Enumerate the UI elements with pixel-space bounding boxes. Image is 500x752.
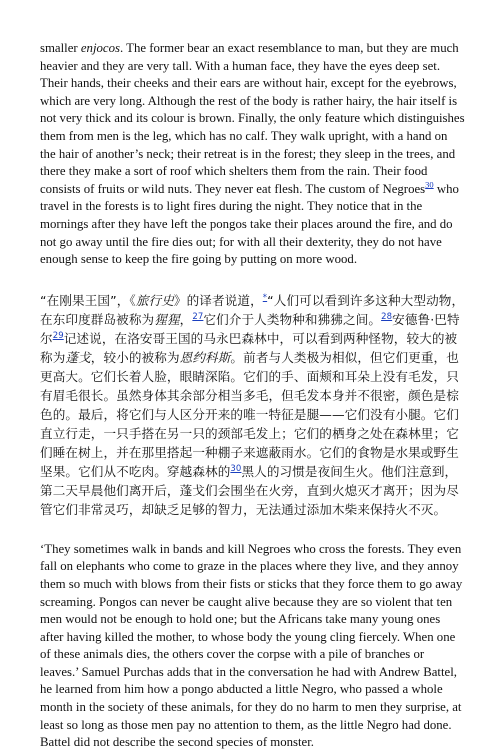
text-run: 安德鲁·巴特尔 <box>40 311 460 346</box>
text-run: “人们可以看到许多这种大型动物，在东印度群岛被称为 <box>40 292 465 327</box>
text-run: 记述说，在洛安哥王国的马永巴森林中，可以看到两种怪物，较大的被称为 <box>40 330 458 365</box>
emphasis-orangutan: 猩猩 <box>154 311 180 327</box>
text-run: smaller <box>40 41 81 55</box>
footnote-link-30-zh[interactable]: 30 <box>230 463 242 474</box>
text-run: 黑人的习惯是夜间生火。他们注意到，第二天早晨他们离开后，蓬戈们会围坐在火旁，直到火熄灭才离开；因为尽管它们非常灵巧，却缺乏足够的智力，无法通过添加木柴来保持火不灭。 <box>40 463 459 517</box>
text-run: 它们介于人类物种和狒狒之间。 <box>203 311 382 327</box>
footnote-link-27[interactable]: 27 <box>192 311 204 322</box>
text-run: 。前者与人类极为相似，但它们更重，也更高大。它们长着人脸，眼睛深陷。它们的手、面颊和耳朵上没有毛发，只有眉毛很长。虽然身体其余部分相当多毛，但毛发本身并不很密，颜色是棕色的。最后，将它们与人区分开来的唯一特征是腿——它们没有小腿。它们直立行走，一只手搭在另一只的颈部毛发上；它们的栖身之处在森林里；它们睡在树上，并在那里搭起一种棚子来遮蔽雨水。它们的食物是水果或野生坚果。它们从不吃肉。穿越森林的 <box>40 349 459 479</box>
footnote-link-28[interactable]: 28 <box>381 311 393 322</box>
text-run: 》的译者说道， <box>173 292 263 308</box>
text-run: . The former bear an exact resemblance to man, but they are much heavier and they are very tall. With a human face, they have the eyes deep set. Their hands, their cheeks and their ears are without hair, except for the eyebrows, which are very long. Although the rest of the body is rather hairy, the hair itself is not very thick and its colour is brown. Finally, the only feature which distinguishes them from men is the leg, which has no calf. They walk upright, with a hand on the hair of another’s neck; their retreat is in the forest; they sleep in the trees, and there they make a sort of roof which shelters them from the rain. Their food consists of fruits or wild nuts. They never eat flesh. The custom of Negroes <box>40 41 465 196</box>
paragraph-english-1 <box>40 0 465 269</box>
text-run: ， <box>179 311 193 327</box>
text-run: who travel in the forests is to light fires during the night. They notice that in the mornings after they have left the pongos take their places around the fire, and do not go away until the fire dies out; for with all their dexterity, they do not have enough sense to keep the fire going by putting on more wood. <box>40 181 459 267</box>
emphasis-enjocos-zh: 恩约科斯 <box>179 349 231 365</box>
emphasis-book-title: 旅行史 <box>135 292 174 308</box>
paragraph-chinese-translation <box>40 291 465 519</box>
text-run: “在刚果王国”，《 <box>40 292 136 308</box>
emphasis-pongo: 蓬戈 <box>65 349 91 365</box>
paragraph-english-2: ‘They sometimes walk in bands and kill Negroes who cross the forests. They even fall on elephants who come to graze in the places where they live, and they annoy them so much with blows from their fists or sticks that they force them to go away screaming. Pongos can never be caught alive because they are so violent that ten men would not be enough to hold one; but the Africans take many young ones after having killed the mother, to whose body the young cling fiercely. When one of these animals dies, the others cover the corpse with a pile of branches or leaves.’ Samuel Purchas adds that in the conversation he had with Andrew Battel, he learned from him how a pongo abducted a little Negro, who passed a whole month in the society of these animals, for they do no harm to men they surprise, at least so long as those men pay no attention to them, as the little Negro had done. Battel did not describe the second species of monster. <box>40 541 463 750</box>
footnote-link-star[interactable]: * <box>262 292 268 303</box>
text-run: ，较小的被称为 <box>90 349 180 365</box>
footnote-link-29[interactable]: 29 <box>52 330 64 341</box>
footnote-link-30[interactable]: 30 <box>425 179 434 190</box>
emphasis-enjocos: enjocos <box>80 41 120 55</box>
